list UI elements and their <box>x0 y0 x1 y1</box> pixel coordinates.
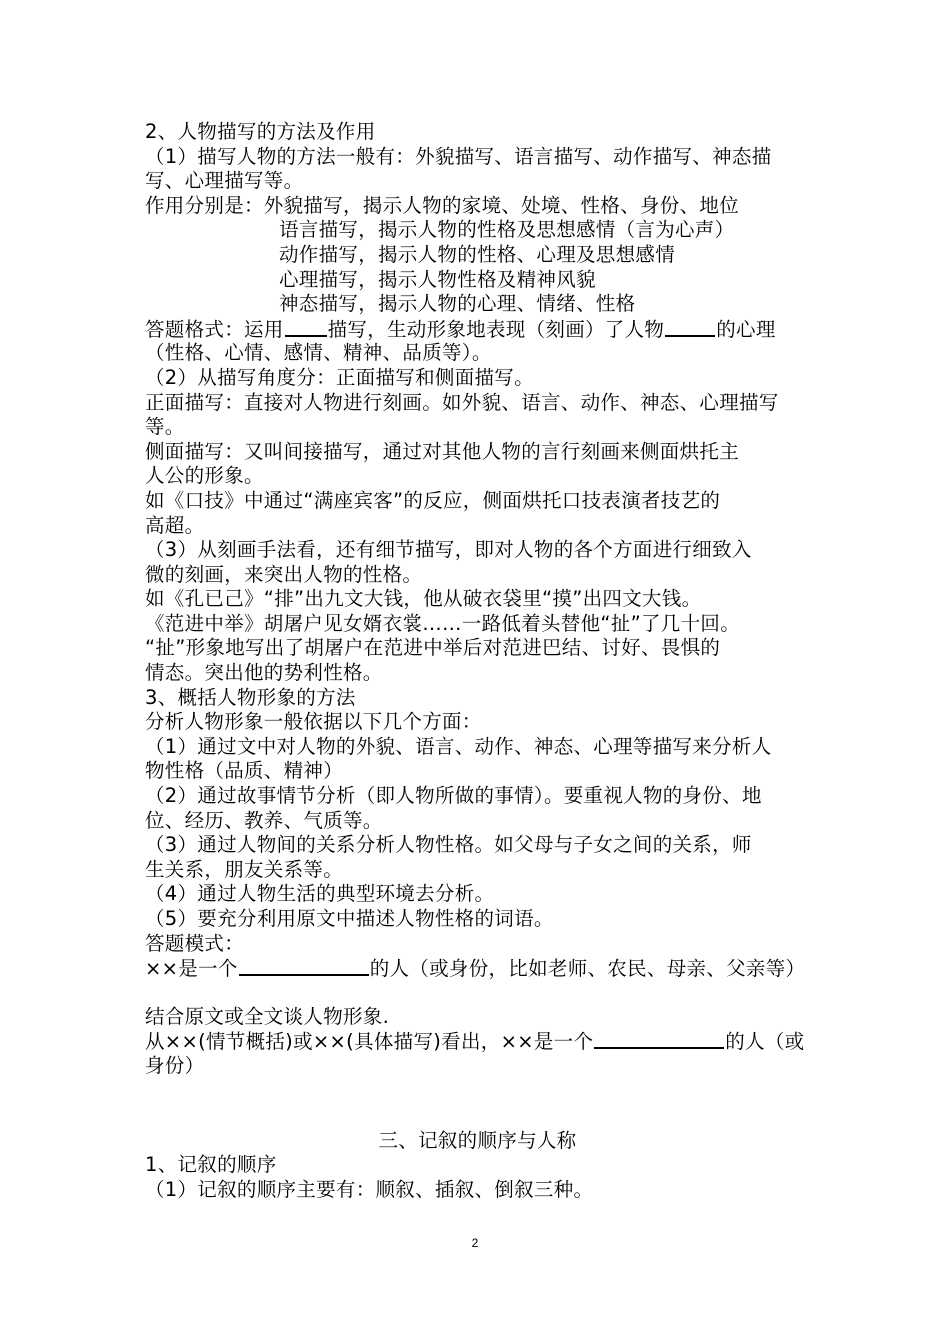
text-line: （4）通过人物生活的典型环境去分析。 <box>145 882 495 906</box>
answer-template-part: 的人（或身份，比如老师、农民、母亲、父亲等） <box>369 957 806 981</box>
answer-format-line <box>145 317 810 342</box>
text-line: 《范进中举》胡屠户见女婿衣裳……一路低着头替他“扯”了几十回。 <box>145 611 741 635</box>
section-heading-3: 3、概括人物形象的方法 <box>145 685 356 709</box>
text-line: 微的刻画，来突出人物的性格。 <box>145 562 423 586</box>
text-line: 答题模式： <box>145 931 245 955</box>
answer-template-part: ××是一个 <box>145 957 238 981</box>
text-line: 写、心理描写等。 <box>145 169 304 193</box>
text-line: 生关系，朋友关系等。 <box>145 857 344 881</box>
answer-format-part: 描写，生动形象地表现（刻画）了人物 <box>327 317 665 341</box>
text-line: 如《口技》中通过“满座宾客”的反应，侧面烘托口技表演者技艺的 <box>145 488 721 512</box>
fill-blank <box>665 317 715 337</box>
text-line: （3）通过人物间的关系分析人物性格。如父母与子女之间的关系，师 <box>145 833 752 857</box>
text-line: 正面描写：直接对人物进行刻画。如外貌、语言、动作、神态、心理描写 <box>145 390 779 414</box>
text-line: （性格、心情、感情、精神、品质等）。 <box>145 341 492 365</box>
text-line: 身份） <box>145 1053 205 1077</box>
section-heading-1: 1、记叙的顺序 <box>145 1153 277 1177</box>
text-line: 侧面描写：又叫间接描写，通过对其他人物的言行刻画来侧面烘托主 <box>145 439 740 463</box>
answer-template-part: 的人（或 <box>725 1030 805 1054</box>
text-column <box>145 120 810 1202</box>
section-heading-2: 2、人物描写的方法及作用 <box>145 120 376 143</box>
text-line: 等。 <box>145 415 185 439</box>
answer-template-part: 从××(情节概括)或××(具体描写)看出，××是一个 <box>145 1030 594 1054</box>
fill-blank <box>285 317 327 337</box>
page-number: 2 <box>471 1236 479 1250</box>
text-line: 位、经历、教养、气质等。 <box>145 808 383 832</box>
text-line: 如《孔已己》“排”出九文大钱，他从破衣袋里“摸”出四文大钱。 <box>145 587 702 611</box>
text-line: 分析人物形象一般依据以下几个方面： <box>145 710 482 734</box>
text-line: （1）描写人物的方法一般有：外貌描写、语言描写、动作描写、神态描 <box>145 144 772 168</box>
chapter-heading: 三、记叙的顺序与人称 <box>378 1128 577 1152</box>
answer-template-line <box>145 956 810 981</box>
text-line: 物性格（品质、精神） <box>145 759 344 783</box>
text-line: （5）要充分利用原文中描述人物性格的词语。 <box>145 907 554 930</box>
fill-blank <box>239 956 369 976</box>
text-line: （2）通过故事情节分析（即人物所做的事情）。要重视人物的身份、地 <box>145 784 762 808</box>
spacer <box>145 981 810 1005</box>
text-line: 情态。突出他的势利性格。 <box>145 661 383 685</box>
text-line: 语言描写，揭示人物的性格及思想感情（言为心声） <box>279 218 735 242</box>
text-line: 心理描写，揭示人物性格及精神风貌 <box>279 267 596 291</box>
spacer <box>145 1079 810 1129</box>
text-line: （2）从描写角度分：正面描写和侧面描写。 <box>145 365 534 389</box>
fill-blank <box>594 1029 724 1049</box>
answer-format-part: 的心理 <box>716 317 776 341</box>
text-line: 高超。 <box>145 513 205 537</box>
text-line: 结合原文或全文谈人物形象. <box>145 1004 390 1028</box>
text-line: （3）从刻画手法看，还有细节描写，即对人物的各个方面进行细致入 <box>145 538 752 562</box>
text-line: 神态描写，揭示人物的心理、情绪、性格 <box>279 292 636 316</box>
answer-format-part: 答题格式：运用 <box>145 317 284 341</box>
text-line: 动作描写，揭示人物的性格、心理及思想感情 <box>279 242 676 266</box>
text-line: 人公的形象。 <box>145 464 264 488</box>
text-line: 作用分别是：外貌描写，揭示人物的家境、处境、性格、身份、地位 <box>145 193 740 217</box>
answer-template-line <box>145 1029 810 1054</box>
text-line: （1）记叙的顺序主要有：顺叙、插叙、倒叙三种。 <box>145 1177 594 1201</box>
text-line: （1）通过文中对人物的外貌、语言、动作、神态、心理等描写来分析人 <box>145 734 772 758</box>
text-line: “扯”形象地写出了胡屠户在范进中举后对范进巴结、讨好、畏惧的 <box>145 636 721 660</box>
